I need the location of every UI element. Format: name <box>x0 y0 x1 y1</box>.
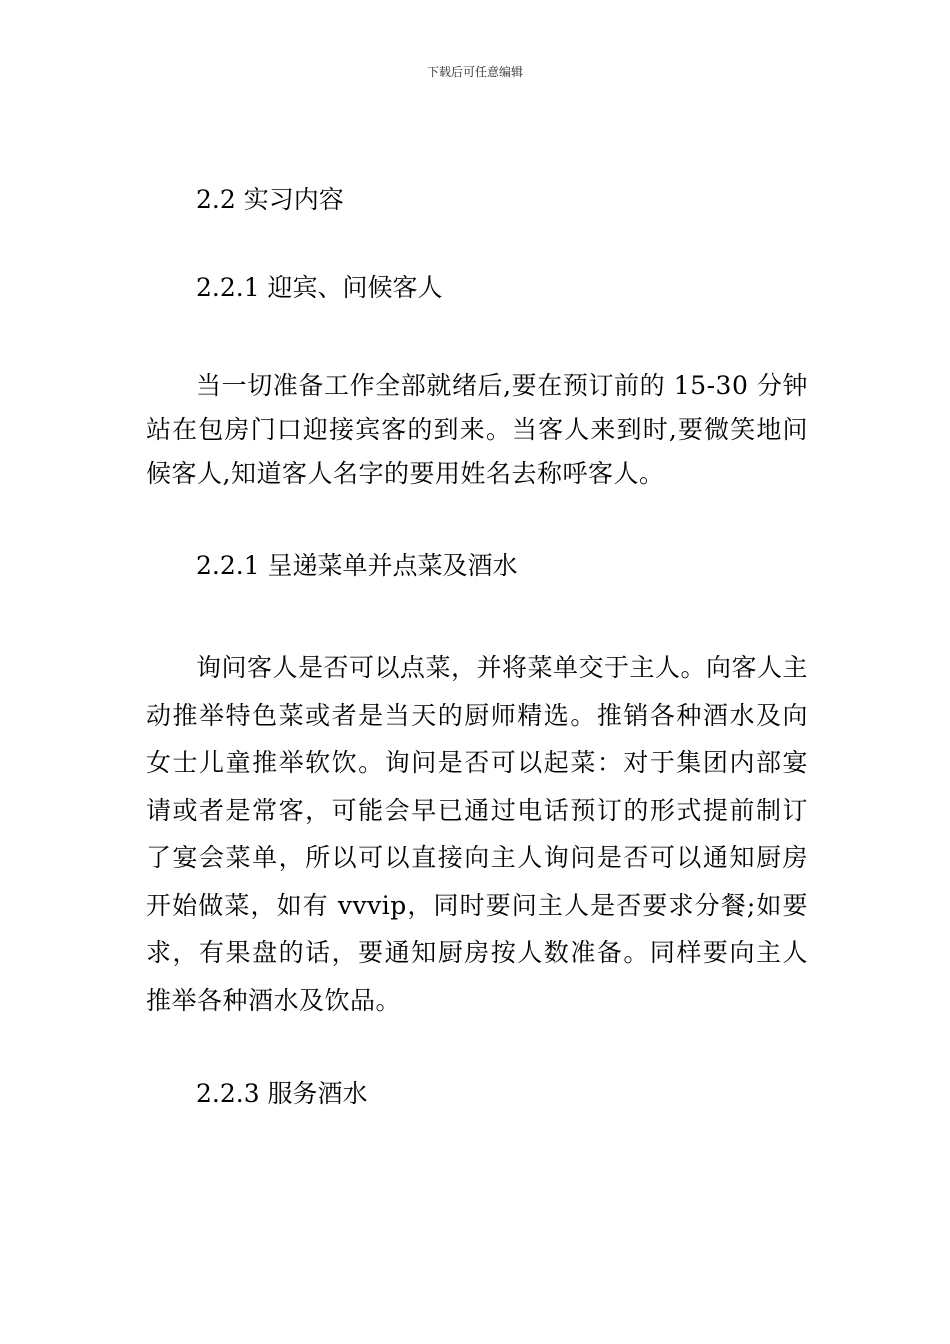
document-body <box>146 178 808 1116</box>
page-header-note: 下载后可任意编辑 <box>426 65 523 79</box>
section-title-2-2-1-greeting: 2.2.1 迎宾、问候客人 <box>196 273 443 302</box>
paragraph-menu: 询问客人是否可以点菜，并将菜单交于主人。向客人主动推举特色菜或者是当天的厨师精选。推销各种酒水及向女士儿童推举软饮。询问是否可以起菜：对于集团内部宴请或者是常客，可能会早已通过电话预订的形式提前制订了宴会菜单，所以可以直接向主人询问是否可以通知厨房开始做菜，如有 vvvip，同时要问主人是否要求分餐;如要求，有果盘的话，要通知厨房按人数准备。同样要向主人推举各种酒水及饮品。 <box>146 653 809 1015</box>
section-title-2-2: 2.2 实习内容 <box>196 185 344 214</box>
section-title-2-2-3: 2.2.3 服务酒水 <box>196 1079 368 1108</box>
section-title-2-2-1-menu: 2.2.1 呈递菜单并点菜及酒水 <box>196 551 518 580</box>
paragraph-greeting: 当一切准备工作全部就绪后,要在预订前的 15-30 分钟站在包房门口迎接宾客的到来。当客人来到时,要微笑地问候客人,知道客人名字的要用姓名去称呼客人。 <box>146 371 808 488</box>
